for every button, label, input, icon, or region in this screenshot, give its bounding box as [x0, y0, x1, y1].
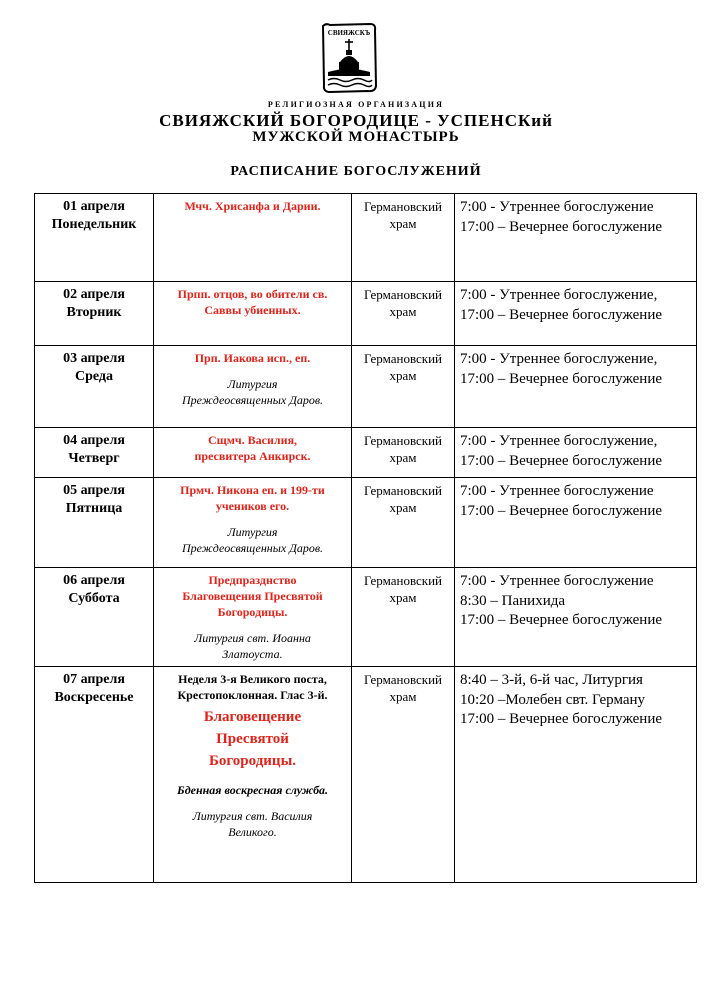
temple-cell: [352, 282, 455, 346]
monastery-logo: [320, 22, 378, 94]
schedule-row: [35, 478, 697, 568]
temple-cell: [352, 478, 455, 568]
temple-name: храм: [389, 689, 417, 704]
temple-name: храм: [389, 216, 417, 231]
saint-cell: [154, 282, 352, 346]
temple-name: Германовский: [363, 199, 443, 214]
temple-name: храм: [389, 500, 417, 515]
saint-cell: [154, 667, 352, 883]
service-time: 8:30 – Панихида: [460, 592, 566, 609]
date-cell: [35, 194, 154, 282]
saint-name: Прпп. отцов, во обители св.: [177, 287, 328, 301]
schedule-row: [35, 667, 697, 883]
service-time: 17:00 – Вечернее богослужение: [460, 306, 663, 323]
schedule-row: [35, 346, 697, 428]
times-cell: [455, 568, 697, 667]
service-time: 7:00 - Утреннее богослужение,: [460, 287, 658, 303]
liturgy-note: Литургия свт. Василия: [192, 809, 313, 823]
weekday: Четверг: [68, 451, 120, 466]
saint-name: учеников его.: [215, 499, 290, 513]
date: 06 апреля: [63, 573, 125, 588]
service-time: 10:20 –Молебен свт. Герману: [460, 691, 646, 708]
saint-name: Предпразднство: [208, 573, 297, 587]
temple-cell: [352, 346, 455, 428]
schedule-title: РАСПИСАНИЕ БОГОСЛУЖЕНИЙ: [230, 164, 482, 179]
service-note: Бденная воскресная служба.: [176, 783, 329, 797]
saint-cell: [154, 428, 352, 478]
schedule-row: [35, 282, 697, 346]
service-time: 17:00 – Вечернее богослужение: [460, 711, 663, 727]
temple-cell: [352, 194, 455, 282]
times-cell: [455, 346, 697, 428]
schedule-row: [35, 428, 697, 478]
liturgy-note: Преждеосвященных Даров.: [181, 393, 324, 407]
feast-name: Пресвятой: [216, 731, 289, 747]
weekday: Среда: [74, 369, 113, 384]
schedule-table: [34, 193, 697, 883]
times-cell: [455, 478, 697, 568]
liturgy-note: Литургия: [227, 377, 278, 391]
date: 03 апреля: [63, 351, 125, 366]
date-cell: [35, 568, 154, 667]
week-title: Неделя 3-я Великого поста,: [178, 672, 327, 686]
temple-name: Германовский: [363, 573, 443, 588]
saint-name: пресвитера Анкирск.: [194, 449, 311, 463]
temple-cell: [352, 667, 455, 883]
saint-name: Благовещения Пресвятой: [182, 589, 323, 603]
saint-cell: [154, 194, 352, 282]
org-name: СВИЯЖСКИЙ БОГОРОДИЦЕ - УСПЕНСКий: [159, 111, 553, 130]
service-time: 17:00 – Вечернее богослужение: [460, 502, 663, 519]
temple-name: Германовский: [363, 433, 443, 448]
saint-name: Прп. Иакова исп., еп.: [194, 351, 311, 365]
temple-name: храм: [389, 590, 417, 605]
saint-cell: [154, 346, 352, 428]
temple-name: Германовский: [363, 287, 443, 302]
date-cell: [35, 428, 154, 478]
temple-name: Германовский: [363, 672, 443, 687]
times-cell: [455, 667, 697, 883]
weekday: Вторник: [66, 305, 122, 320]
temple-cell: [352, 428, 455, 478]
service-time: 7:00 - Утреннее богослужение,: [460, 433, 658, 449]
org-type: РЕЛИГИОЗНАЯ ОРГАНИЗАЦИЯ: [267, 100, 445, 109]
weekday: Понедельник: [51, 217, 137, 232]
temple-name: храм: [389, 450, 417, 465]
service-time: 7:00 - Утреннее богослужение: [460, 483, 654, 499]
temple-cell: [352, 568, 455, 667]
weekday: Пятница: [65, 501, 123, 516]
org-name-line2: МУЖСКОЙ МОНАСТЫРЬ: [252, 129, 460, 145]
liturgy-note: Великого.: [228, 825, 277, 839]
times-cell: [455, 194, 697, 282]
date-cell: [35, 667, 154, 883]
weekday: Суббота: [68, 591, 120, 606]
schedule-row: [35, 568, 697, 667]
logo-lettering: СВИЯЖСКЪ: [327, 29, 371, 37]
times-cell: [455, 428, 697, 478]
date-cell: [35, 478, 154, 568]
service-time: 7:00 - Утреннее богослужение,: [460, 351, 658, 367]
service-time: 7:00 - Утреннее богослужение: [460, 573, 654, 589]
week-title: Крестопоклонная. Глас 3-й.: [177, 688, 328, 702]
feast-name: Благовещение: [203, 709, 302, 725]
liturgy-note: Преждеосвященных Даров.: [181, 541, 324, 555]
service-time: 17:00 – Вечернее богослужение: [460, 218, 663, 235]
temple-name: Германовский: [363, 351, 443, 366]
service-time: 8:40 – 3-й, 6-й час, Литургия: [460, 672, 643, 688]
feast-name: Богородицы.: [208, 753, 297, 769]
saint-name: Сщмч. Василия,: [207, 433, 298, 447]
service-time: 17:00 – Вечернее богослужение: [460, 612, 663, 628]
date: 01 апреля: [63, 199, 125, 214]
saint-name: Прмч. Никона еп. и 199-ти: [180, 483, 325, 497]
service-time: 7:00 - Утреннее богослужение: [460, 199, 654, 215]
saint-name: Саввы убиенных.: [204, 303, 301, 317]
liturgy-note: Литургия свт. Иоанна: [194, 631, 311, 645]
saint-name: Богородицы.: [217, 605, 288, 619]
saint-cell: [154, 478, 352, 568]
temple-name: Германовский: [363, 483, 443, 498]
times-cell: [455, 282, 697, 346]
saint-name: Мчч. Хрисанфа и Дарии.: [184, 199, 321, 213]
saint-cell: [154, 568, 352, 667]
date: 02 апреля: [63, 287, 125, 302]
date-cell: [35, 346, 154, 428]
temple-name: храм: [389, 368, 417, 383]
liturgy-note: Златоуста.: [222, 647, 283, 661]
service-time: 17:00 – Вечернее богослужение: [460, 452, 663, 469]
service-time: 17:00 – Вечернее богослужение: [460, 370, 663, 387]
date-cell: [35, 282, 154, 346]
date: 04 апреля: [63, 433, 125, 448]
date: 05 апреля: [63, 483, 125, 498]
liturgy-note: Литургия: [227, 525, 278, 539]
date: 07 апреля: [63, 672, 125, 687]
weekday: Воскресенье: [54, 690, 134, 705]
temple-name: храм: [389, 304, 417, 319]
schedule-row: [35, 194, 697, 282]
